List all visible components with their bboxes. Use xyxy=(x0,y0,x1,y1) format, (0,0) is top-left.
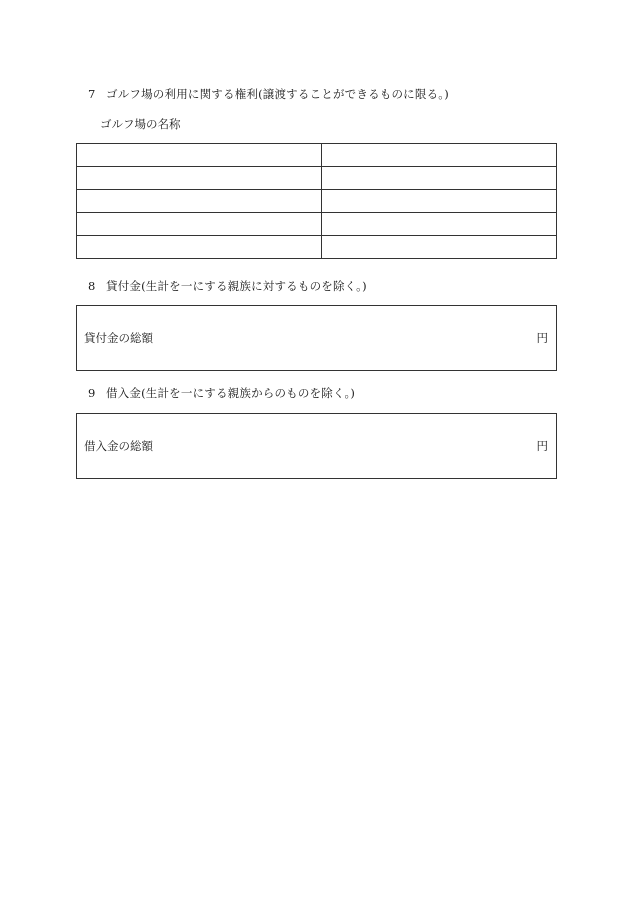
golf-course-value-cell[interactable] xyxy=(322,236,557,259)
golf-course-table xyxy=(76,143,557,259)
borrowing-total-box[interactable] xyxy=(76,413,557,479)
borrowing-total-label: 借入金の総額 xyxy=(84,439,153,453)
golf-course-value-cell[interactable] xyxy=(322,144,557,167)
section-8-title: 貸付金(生計を一にする親族に対するものを除く。) xyxy=(106,279,367,293)
table-row xyxy=(77,213,557,236)
table-row xyxy=(77,167,557,190)
loan-receivable-total-label: 貸付金の総額 xyxy=(84,331,153,345)
table-row xyxy=(77,190,557,213)
golf-course-name-label: ゴルフ場の名称 xyxy=(100,117,181,131)
section-7-title: ゴルフ場の利用に関する権利(譲渡することができるものに限る。) xyxy=(106,87,449,101)
table-row xyxy=(77,236,557,259)
golf-course-value-cell[interactable] xyxy=(322,190,557,213)
golf-course-name-cell[interactable] xyxy=(77,144,322,167)
section-8-heading xyxy=(88,278,367,294)
yen-unit-label: 円 xyxy=(536,439,548,453)
golf-course-name-cell[interactable] xyxy=(77,213,322,236)
golf-course-name-cell[interactable] xyxy=(77,236,322,259)
loan-receivable-total-box[interactable] xyxy=(76,305,557,371)
golf-course-name-cell[interactable] xyxy=(77,167,322,190)
golf-course-value-cell[interactable] xyxy=(322,167,557,190)
section-8-number: 8 xyxy=(88,279,96,293)
yen-unit-label: 円 xyxy=(536,331,548,345)
section-9-heading xyxy=(88,385,355,401)
table-row xyxy=(77,144,557,167)
section-7-heading xyxy=(88,86,449,102)
golf-course-value-cell[interactable] xyxy=(322,213,557,236)
section-9-title: 借入金(生計を一にする親族からのものを除く。) xyxy=(106,386,356,400)
section-9-number: 9 xyxy=(88,386,96,400)
golf-course-name-cell[interactable] xyxy=(77,190,322,213)
section-7-number: 7 xyxy=(88,87,96,101)
